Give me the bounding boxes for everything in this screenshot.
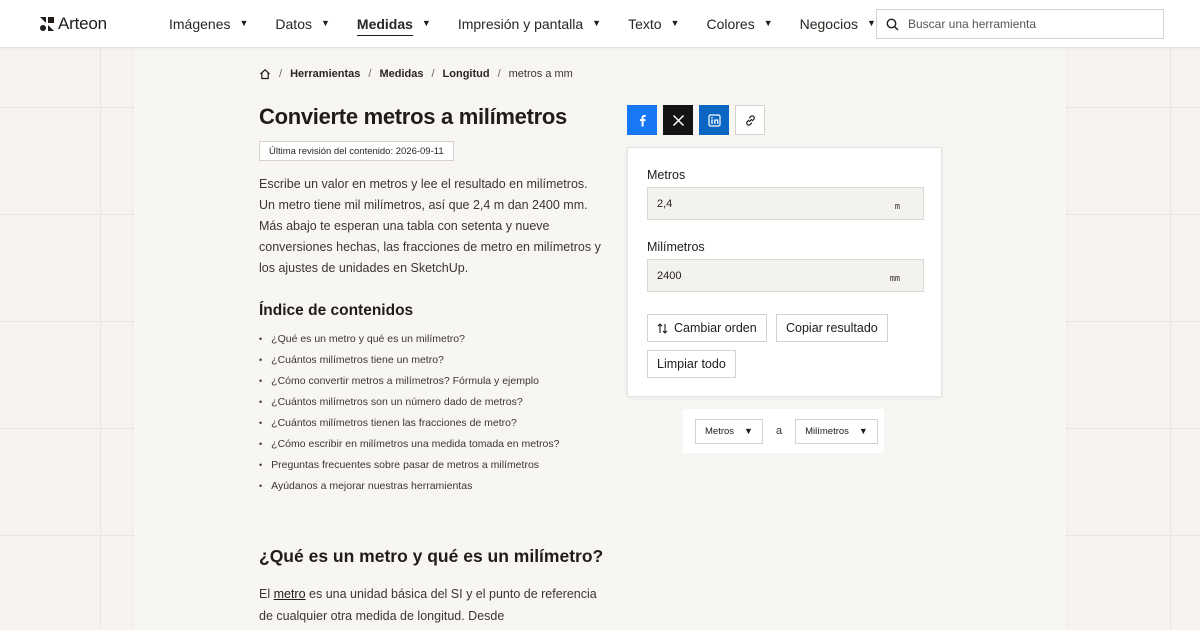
copy-result-label: Copiar resultado [786, 321, 878, 335]
converter-card [627, 147, 942, 397]
toc-link[interactable]: • ¿Qué es un metro y qué es un milímetro? [259, 328, 559, 349]
chevron-down-icon: ▼ [421, 18, 431, 28]
breadcrumb-current: metros a mm [508, 68, 573, 80]
breadcrumb-separator: / [279, 68, 283, 80]
share-facebook-button[interactable] [627, 105, 657, 135]
to-unit-select[interactable] [795, 419, 878, 444]
to-unit-select-value: Milímetros [805, 425, 849, 437]
breadcrumb-link[interactable]: Medidas [379, 68, 424, 80]
section-text-rest: es una unidad básica del SI y el punto de referencia de cualquier otra medida de longitud. Desde [259, 587, 597, 623]
brand-logo-icon [39, 16, 55, 32]
chevron-down-icon: ▼ [744, 426, 753, 436]
breadcrumb-separator: / [497, 68, 501, 80]
nav-item-label: Texto [628, 16, 662, 32]
chevron-down-icon: ▼ [670, 18, 680, 28]
clear-all-button[interactable] [647, 350, 736, 378]
nav-item-label: Colores [706, 16, 755, 32]
swap-button-label: Cambiar orden [674, 321, 757, 335]
nav-item-label: Negocios [799, 16, 858, 32]
copy-link-button[interactable] [735, 105, 765, 135]
meters-input[interactable] [657, 198, 877, 210]
toc-link[interactable]: • ¿Cuántos milímetros tiene un metro? [259, 349, 559, 370]
breadcrumb-separator: / [431, 68, 435, 80]
unit-conjunction: a [775, 425, 783, 437]
chevron-down-icon: ▼ [763, 18, 773, 28]
share-buttons [627, 105, 765, 135]
nav-item-label: Medidas [356, 16, 413, 32]
home-icon[interactable] [259, 68, 271, 80]
millimeters-input[interactable] [657, 270, 877, 282]
section-text-prefix: El [259, 587, 274, 601]
chevron-down-icon: ▼ [239, 18, 249, 28]
chevron-down-icon: ▼ [858, 426, 868, 436]
nav-item-impresion[interactable] [458, 0, 601, 48]
page-title: Convierte metros a milímetros [259, 104, 567, 129]
search-box[interactable] [876, 9, 1164, 39]
chevron-down-icon: ▼ [592, 18, 602, 28]
facebook-icon [636, 114, 649, 127]
nav-item-label: Impresión y pantalla [457, 16, 584, 32]
nav-item-imagenes[interactable] [169, 0, 248, 48]
metro-link[interactable]: metro [273, 587, 306, 601]
clear-all-label: Limpiar todo [657, 357, 726, 371]
link-icon [744, 114, 757, 127]
brand-name: Arteon [58, 14, 107, 33]
from-unit-select[interactable] [695, 419, 763, 444]
table-of-contents [259, 328, 559, 496]
toc-title: Índice de contenidos [259, 302, 414, 319]
toc-link[interactable]: • ¿Cuántos milímetros tienen las fracciones de metro? [259, 412, 559, 433]
share-linkedin-button[interactable] [699, 105, 729, 135]
review-date-badge: Última revisión del contenido: 2026-09-11 [259, 141, 454, 161]
unit-selector-bar [683, 409, 884, 453]
swap-button[interactable] [647, 314, 767, 342]
to-field-label: Milímetros [647, 240, 705, 254]
copy-result-button[interactable] [776, 314, 888, 342]
nav-item-label: Datos [275, 16, 312, 32]
nav-item-label: Imágenes [169, 16, 231, 32]
main-menu [169, 0, 903, 48]
toc-link[interactable]: • ¿Cuántos milímetros son un número dado de metros? [259, 391, 559, 412]
toc-link[interactable]: • ¿Cómo convertir metros a milímetros? Fórmula y ejemplo [259, 370, 559, 391]
section-paragraph [259, 584, 604, 627]
nav-item-medidas[interactable] [357, 0, 431, 48]
nav-item-colores[interactable] [706, 0, 772, 48]
nav-item-texto[interactable] [628, 0, 679, 48]
share-x-button[interactable] [663, 105, 693, 135]
swap-icon [657, 323, 668, 334]
to-field[interactable] [647, 259, 924, 292]
from-unit-select-value: Metros [705, 425, 735, 437]
x-icon [672, 114, 685, 127]
breadcrumb-link[interactable]: Longitud [442, 68, 490, 80]
to-unit: mm [889, 274, 900, 284]
section-heading: ¿Qué es un metro y qué es un milímetro? [259, 546, 604, 566]
chevron-down-icon: ▼ [320, 18, 330, 28]
breadcrumb-separator: / [368, 68, 372, 80]
top-navigation [0, 0, 1200, 48]
linkedin-icon [708, 114, 721, 127]
from-field[interactable] [647, 187, 924, 220]
chevron-down-icon: ▼ [867, 18, 876, 28]
brand-logo[interactable] [39, 14, 107, 34]
breadcrumb [259, 68, 573, 80]
search-input[interactable] [908, 17, 1148, 31]
from-field-label: Metros [647, 168, 686, 182]
search-icon [886, 18, 899, 31]
toc-link[interactable]: • Preguntas frecuentes sobre pasar de metros a milímetros [259, 454, 559, 475]
nav-item-datos[interactable] [275, 0, 330, 48]
nav-item-negocios[interactable] [800, 0, 876, 48]
from-unit: m [894, 202, 900, 212]
content-panel [134, 48, 1066, 630]
toc-link[interactable]: • Ayúdanos a mejorar nuestras herramientas [259, 475, 559, 496]
intro-paragraph: Escribe un valor en metros y lee el resultado en milímetros. Un metro tiene mil milímetros, así que 2,4 m dan 2400 mm. Más abajo te esperan una tabla con setenta y nueve conversiones hechas, las fracciones de metro en milímetros y los ajustes de unidades en SketchUp. [259, 177, 601, 275]
toc-link[interactable]: • ¿Cómo escribir en milímetros una medida tomada en metros? [259, 433, 559, 454]
breadcrumb-link[interactable]: Herramientas [290, 68, 361, 80]
